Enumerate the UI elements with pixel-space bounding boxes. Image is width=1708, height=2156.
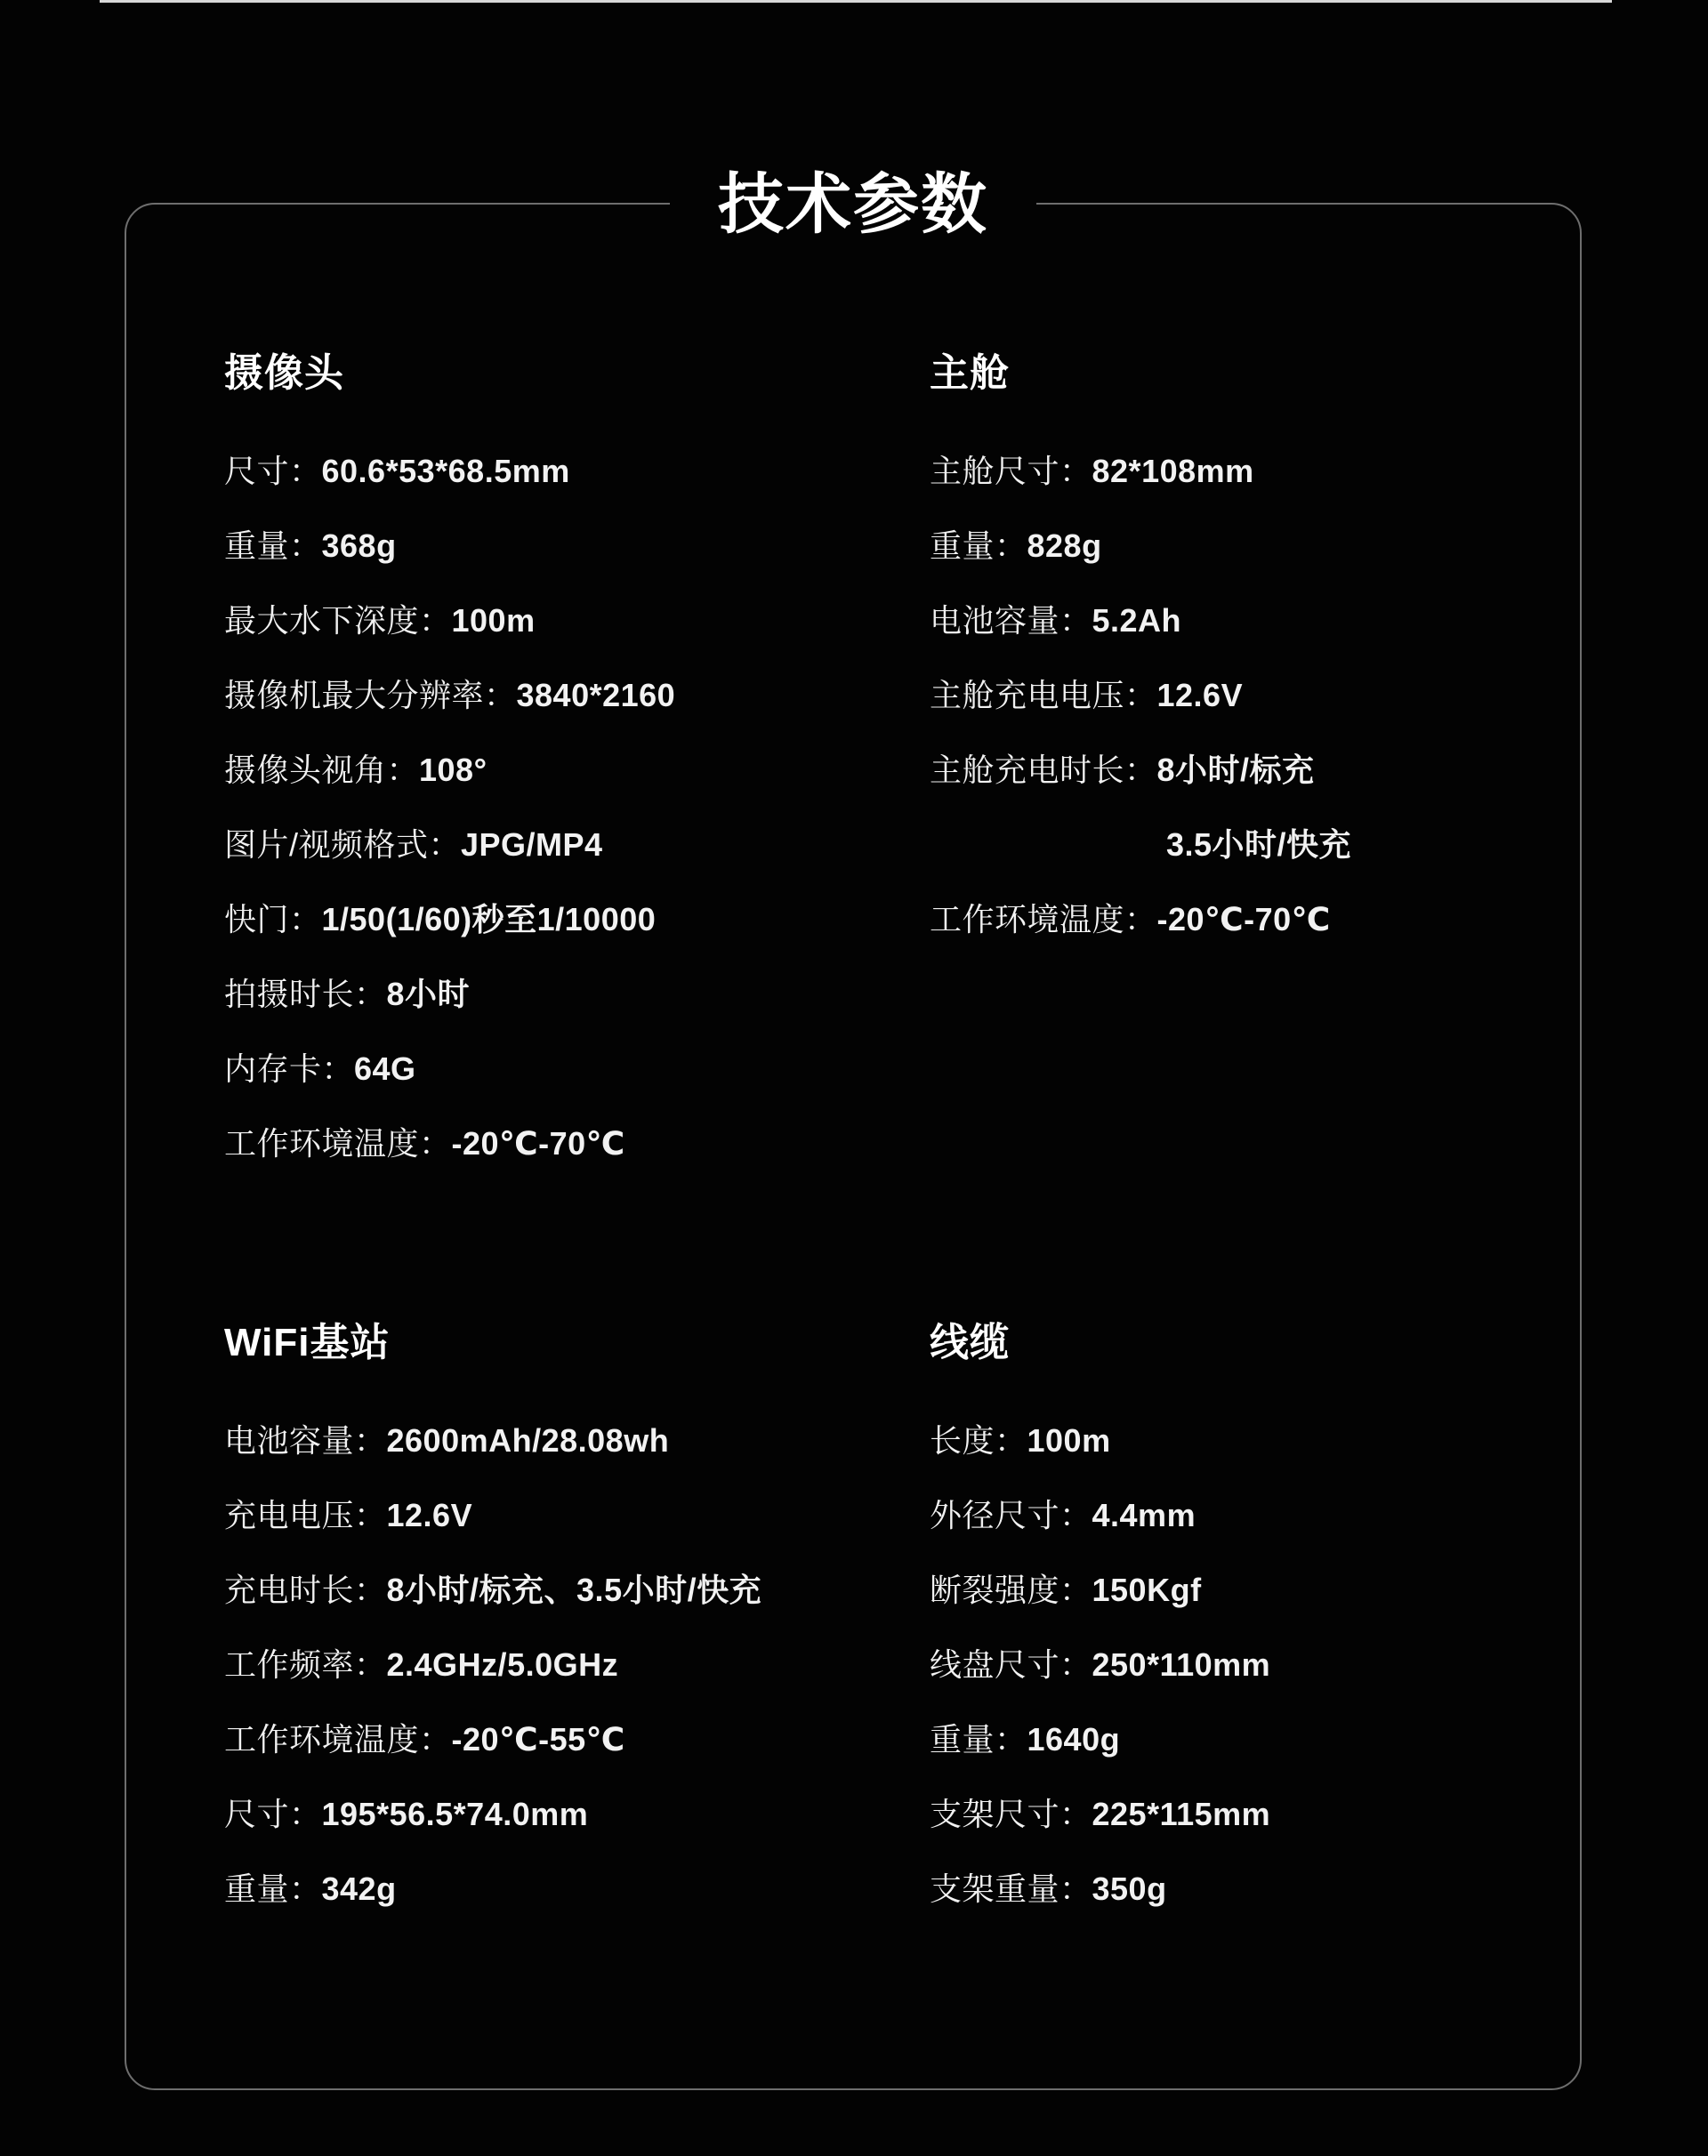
spec-label: 工作环境温度： — [930, 901, 1157, 937]
spec-label: 充电时长： — [224, 1572, 387, 1608]
spec-row — [930, 1702, 1544, 1777]
spec-value: 828g — [1027, 527, 1102, 564]
spec-value: 100m — [1027, 1422, 1111, 1459]
spec-value: 2.4GHz/5.0GHz — [386, 1646, 619, 1683]
spec-row — [224, 434, 862, 509]
spec-label: 工作环境温度： — [224, 1721, 452, 1758]
spacer-left — [180, 1181, 862, 1318]
spec-value: 350g — [1092, 1870, 1167, 1907]
spec-value: 195*56.5*74.0mm — [321, 1796, 589, 1832]
spec-value: 12.6V — [386, 1497, 473, 1533]
spec-value: 4.4mm — [1092, 1497, 1196, 1533]
spec-label: 电池容量： — [224, 1422, 387, 1459]
spec-value: 225*115mm — [1092, 1796, 1271, 1832]
spec-label: 主舱充电时长： — [930, 752, 1157, 788]
page-title: 技术参数 — [670, 164, 1036, 245]
top-divider — [100, 0, 1612, 3]
spec-grid — [180, 349, 1544, 1927]
spec-row — [930, 1478, 1544, 1553]
spec-row — [224, 808, 862, 882]
spec-row — [930, 1404, 1544, 1478]
spec-label: 长度： — [930, 1422, 1027, 1459]
spec-value: JPG/MP4 — [461, 826, 603, 863]
spec-value: 60.6*53*68.5mm — [321, 453, 570, 489]
spec-label: 尺寸： — [224, 1796, 322, 1832]
spec-row — [224, 1032, 862, 1106]
spec-label: 尺寸： — [224, 453, 322, 489]
spec-section-wifi-base — [180, 1318, 862, 1927]
spec-row — [224, 957, 862, 1032]
spec-label: 支架重量： — [930, 1870, 1092, 1907]
spec-label: 重量： — [224, 1870, 322, 1907]
spec-row — [224, 1478, 862, 1553]
spec-label: 重量： — [224, 527, 322, 564]
spec-label: 摄像机最大分辨率： — [224, 677, 517, 713]
spec-row — [930, 1852, 1544, 1927]
spec-value: 1/50(1/60)秒至1/10000 — [321, 901, 657, 937]
spec-row — [930, 583, 1544, 658]
spacer-right — [862, 1181, 1544, 1318]
tech-spec-card — [125, 167, 1582, 2090]
spec-label: 支架尺寸： — [930, 1796, 1092, 1832]
spec-value: 8小时 — [386, 976, 471, 1012]
spec-value: 3840*2160 — [516, 677, 676, 713]
spec-section-main-cabin — [862, 349, 1544, 1181]
spec-label: 图片/视频格式： — [224, 826, 462, 863]
spec-row — [224, 1106, 862, 1181]
spec-label: 重量： — [930, 527, 1027, 564]
spec-value: 1640g — [1027, 1721, 1121, 1758]
spec-label: 充电电压： — [224, 1497, 387, 1533]
spec-row — [930, 1777, 1544, 1852]
spec-value: 108° — [419, 752, 487, 788]
spec-label: 拍摄时长： — [224, 976, 387, 1012]
spec-label: 工作频率： — [224, 1646, 387, 1683]
spec-value: 368g — [321, 527, 397, 564]
spec-row — [930, 658, 1544, 733]
section-heading: 线缆 — [930, 1321, 1010, 1364]
spec-label: 摄像头视角： — [224, 752, 420, 788]
spec-row — [930, 1553, 1544, 1628]
spec-value: 100m — [451, 602, 536, 639]
section-heading: 主舱 — [930, 351, 1010, 395]
spec-label: 线盘尺寸： — [930, 1646, 1092, 1683]
spec-label: 外径尺寸： — [930, 1497, 1092, 1533]
spec-value: 2600mAh/28.08wh — [386, 1422, 670, 1459]
spec-row — [224, 1404, 862, 1478]
spec-row — [224, 882, 862, 957]
spec-row — [224, 1852, 862, 1927]
spec-row — [224, 1777, 862, 1852]
spec-value: -20℃-70℃ — [1156, 901, 1331, 937]
section-heading: 摄像头 — [224, 351, 344, 395]
spec-value: 64G — [354, 1050, 416, 1087]
spec-section-cable — [862, 1318, 1544, 1927]
spec-row — [930, 733, 1544, 808]
spec-row — [930, 434, 1544, 509]
spec-row — [930, 509, 1544, 583]
spec-value: 342g — [321, 1870, 397, 1907]
spec-value: 12.6V — [1156, 677, 1244, 713]
spec-value: 5.2Ah — [1092, 602, 1182, 639]
spec-label: 断裂强度： — [930, 1572, 1092, 1608]
spec-row — [224, 1553, 862, 1628]
spec-label: 主舱尺寸： — [930, 453, 1092, 489]
spec-label: 主舱充电电压： — [930, 677, 1157, 713]
spec-label: 重量： — [930, 1721, 1027, 1758]
spec-row — [224, 658, 862, 733]
spec-row — [224, 583, 862, 658]
spec-value: 82*108mm — [1092, 453, 1254, 489]
spec-value: 8小时/标充 — [1156, 752, 1315, 788]
spec-section-camera — [180, 349, 862, 1181]
spec-row — [930, 1628, 1544, 1702]
spec-row — [224, 733, 862, 808]
spec-label: 快门： — [224, 901, 322, 937]
section-heading: WiFi基站 — [224, 1321, 391, 1364]
spec-row — [224, 509, 862, 583]
spec-value: 8小时/标充、3.5小时/快充 — [386, 1572, 762, 1608]
card-title-wrap — [126, 164, 1580, 245]
spec-row-continuation: 3.5小时/快充 — [1166, 826, 1352, 863]
spec-row — [930, 882, 1544, 957]
spec-value: 150Kgf — [1092, 1572, 1202, 1608]
spec-row — [224, 1702, 862, 1777]
spec-value: -20℃-70℃ — [451, 1125, 625, 1162]
spec-label: 内存卡： — [224, 1050, 355, 1087]
spec-label: 工作环境温度： — [224, 1125, 452, 1162]
spec-row — [224, 1628, 862, 1702]
spec-label: 电池容量： — [930, 602, 1092, 639]
spec-value: 250*110mm — [1092, 1646, 1271, 1683]
spec-label: 最大水下深度： — [224, 602, 452, 639]
spec-value: -20℃-55℃ — [451, 1721, 625, 1758]
